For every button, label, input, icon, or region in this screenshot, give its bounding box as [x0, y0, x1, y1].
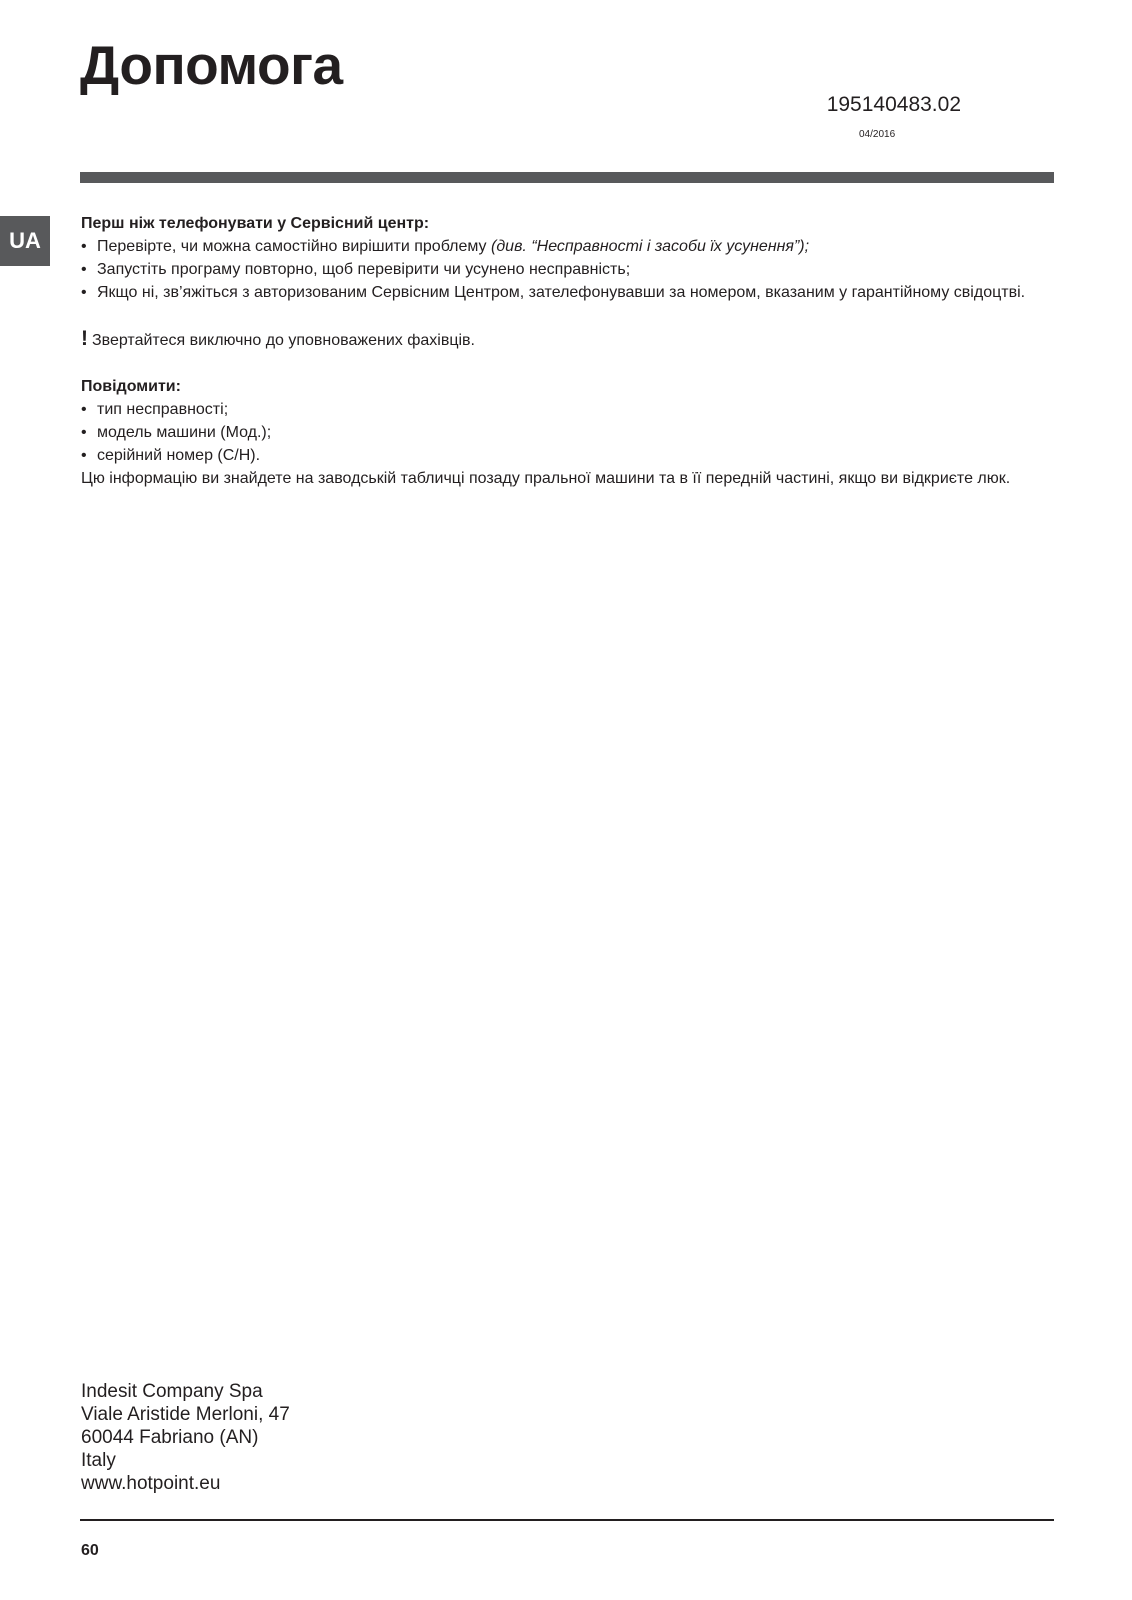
section-reference: (див. “Несправності і засоби їх усунення”);	[491, 238, 810, 255]
list-item	[81, 258, 1041, 281]
exclamation-icon: !	[81, 327, 88, 350]
list-item: • серійний номер (С/Н).	[81, 444, 1041, 467]
document-date: 04/2016	[859, 129, 896, 140]
list-item-text: Запустіть програму повторно, щоб перевірити чи усунено несправність;	[97, 261, 631, 278]
list-item: • тип несправності;	[81, 398, 1041, 421]
list-item	[81, 281, 1041, 304]
footer-divider	[80, 1519, 1054, 1521]
before-call-heading: Перш ніж телефонувати у Сервісний центр:	[81, 215, 430, 232]
website: www.hotpoint.eu	[81, 1473, 221, 1494]
before-call-list	[81, 235, 1041, 304]
header-divider	[80, 172, 1054, 183]
page-number: 60	[81, 1542, 99, 1559]
page-title: Допомога	[80, 34, 343, 96]
list-item	[81, 235, 1041, 258]
company-address	[81, 1380, 290, 1495]
list-item-text: Перевірте, чи можна самостійно вирішити проблему	[97, 238, 491, 255]
list-item: • модель машини (Мод.);	[81, 421, 1041, 444]
list-item-text: Якщо ні, зв’яжіться з авторизованим Сервісним Центром, зателефонувавши за номером, вказаним у гарантійному свідоцтві.	[97, 284, 1026, 301]
document-number: 195140483.02	[826, 93, 961, 116]
warning-text: Звертайтеся виключно до уповноважених фахівців.	[92, 332, 475, 349]
report-heading: Повідомити:	[81, 378, 181, 395]
company-name: Indesit Company Spa	[81, 1381, 263, 1402]
street-address: Viale Aristide Merloni, 47	[81, 1404, 290, 1425]
warning-note	[81, 327, 1041, 352]
language-tab: UA	[0, 216, 50, 266]
main-content	[81, 212, 1041, 490]
report-note: Цю інформацію ви знайдете на заводській табличці позаду пральної машини та в її передній частині, якщо ви відкриєте люк.	[81, 470, 1011, 487]
country: Italy	[81, 1450, 116, 1471]
report-list	[81, 398, 1041, 467]
city-address: 60044 Fabriano (AN)	[81, 1427, 259, 1448]
